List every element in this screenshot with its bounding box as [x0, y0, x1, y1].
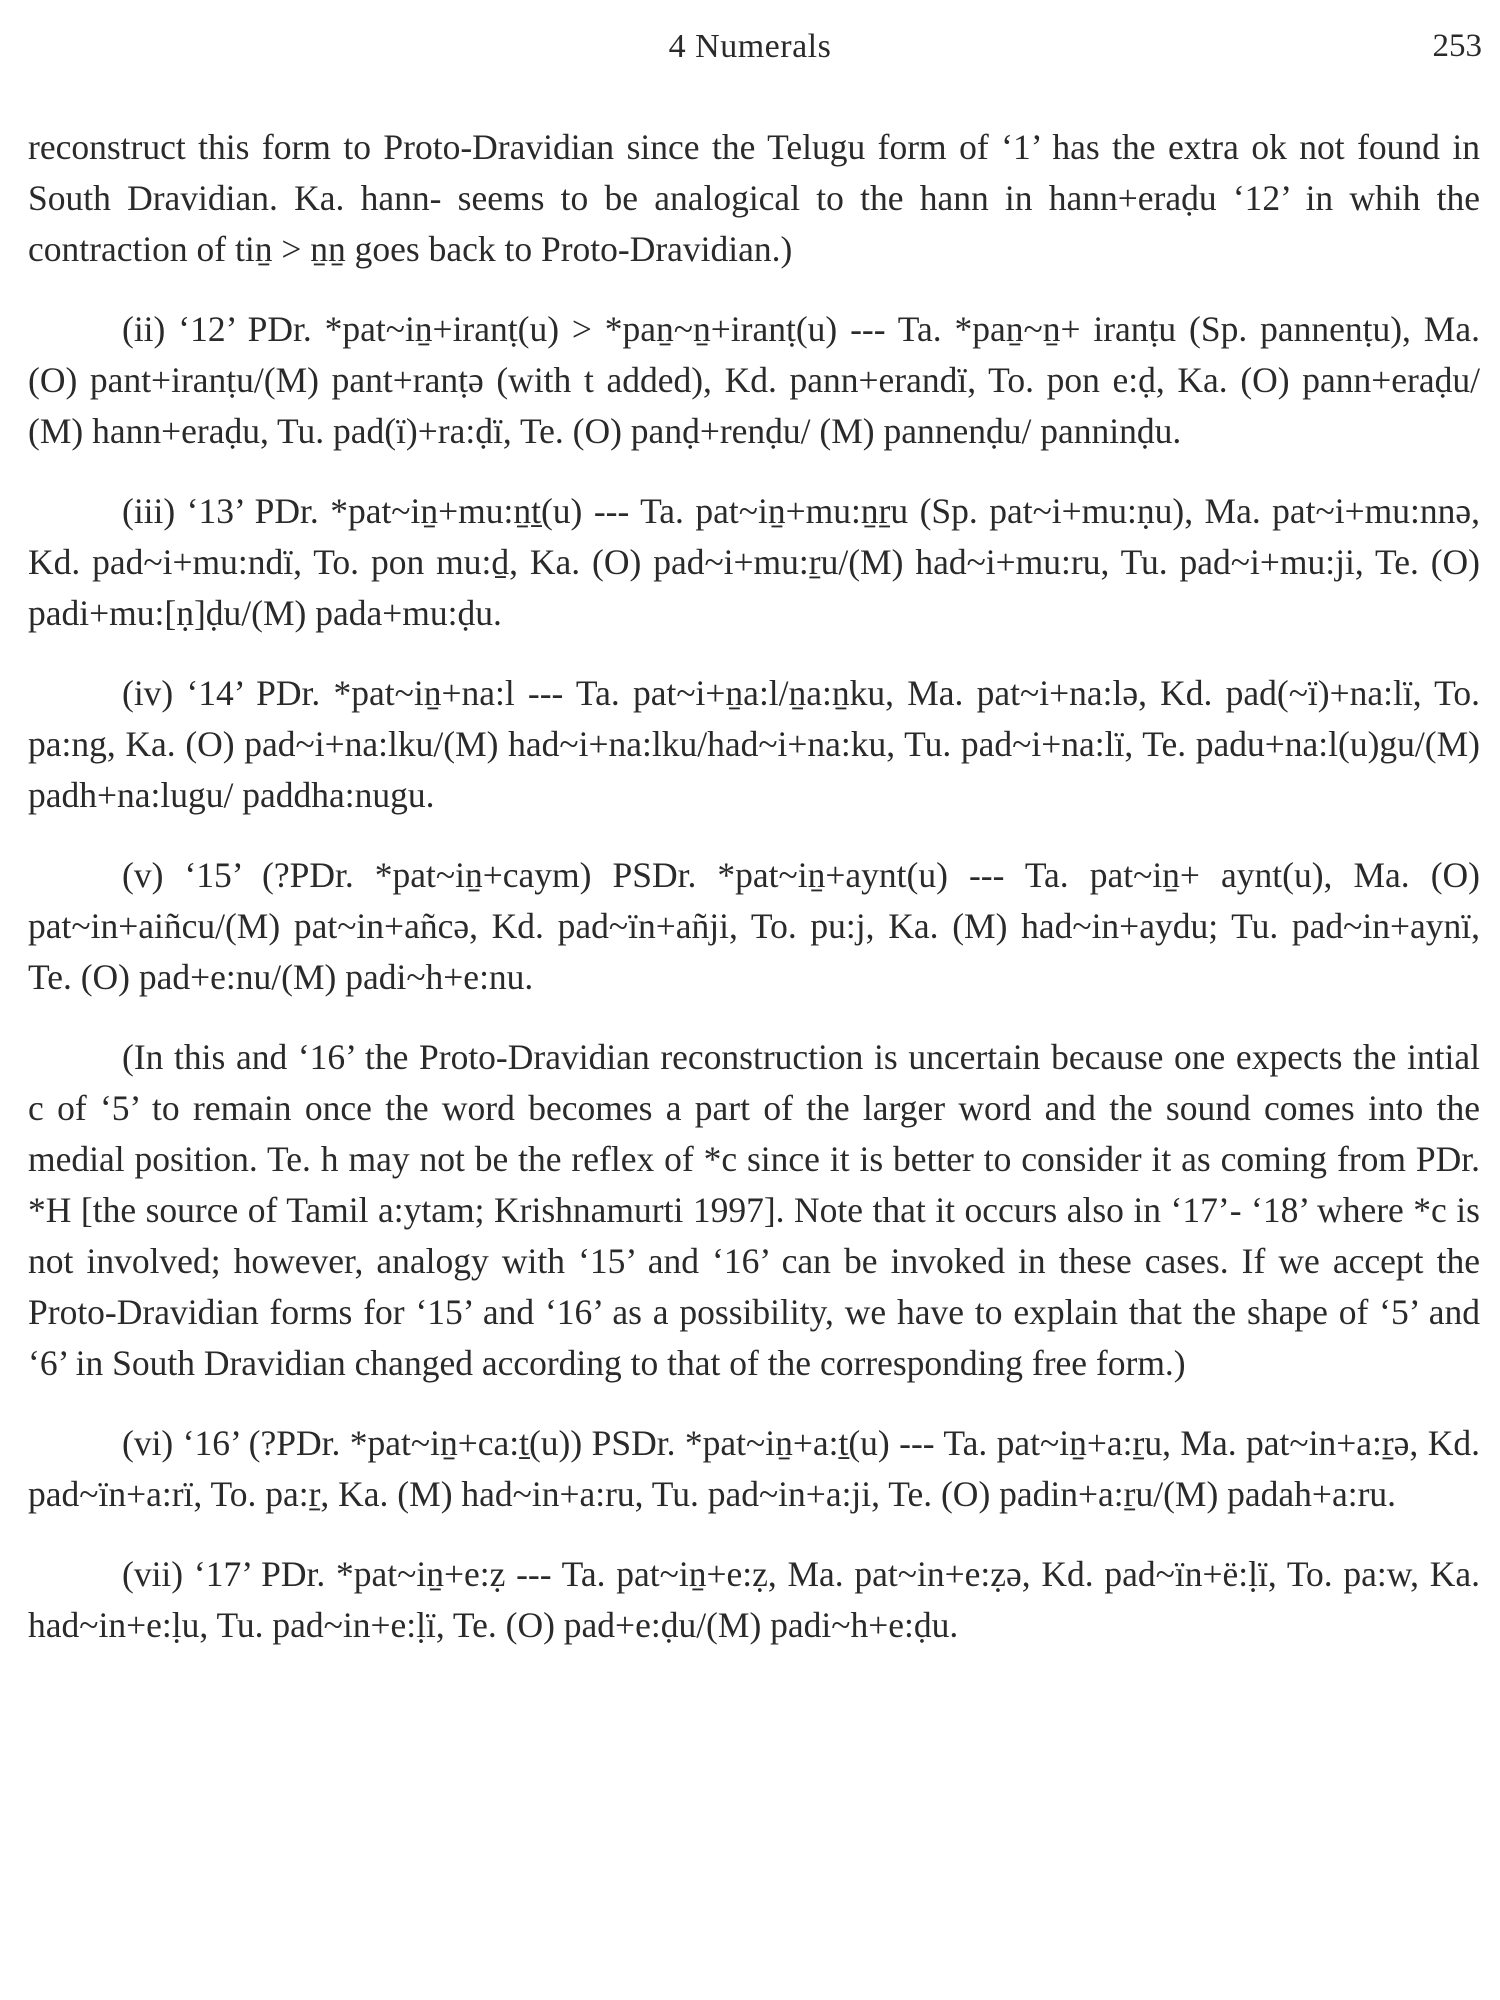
paragraph-note: (In this and ‘16’ the Proto-Dravidian reconstruction is uncertain because one expects the intial c of ‘5’ to remain once the word becomes a part of the larger word and the sound comes into the medial position. Te. h may not be the reflex of *c since it is better to consider it as coming from PDr. *H [the source of Tamil a:ytam; Krishnamurti 1997]. Note that it occurs also in ‘17’- ‘18’ where *c is not involved; however, analogy with ‘15’ and ‘16’ can be invoked in these cases. If we accept the Proto-Dravidian forms for ‘15’ and ‘16’ as a possibility, we have to explain that the shape of ‘5’ and ‘6’ in South Dravidian changed according to that of the corresponding free form.) [28, 1037, 1480, 1383]
paragraph-continuation: reconstruct this form to Proto-Dravidian since the Telugu form of ‘1’ has the extra ok not found in South Dravidian. Ka. hann- seems to be analogical to the hann in hann+eraḍu ‘12’ in whih the contraction of tiṉ > ṉṉ goes back to Proto-Dravidian.) [28, 127, 1480, 269]
paragraph-14: (iv) ‘14’ PDr. *pat~iṉ+na:l --- Ta. pat~i+ṉa:l/ṉa:ṉku, Ma. pat~i+na:lə, Kd. pad(~ï)+na:lï, To. pa:ng, Ka. (O) pad~i+na:lku/(M) had~i+na:lku/had~i+na:ku, Tu. pad~i+na:lï, Te. padu+na:l(u)gu/(M) padh+na:lugu/ paddha:nugu. [28, 673, 1480, 815]
paragraph-16: (vi) ‘16’ (?PDr. *pat~iṉ+ca:ṯ(u)) PSDr. *pat~iṉ+a:ṯ(u) --- Ta. pat~iṉ+a:ṟu, Ma. pat~in+a:ṟə, Kd. pad~ïn+a:rï, To. pa:ṟ, Ka. (M) had~in+a:ru, Tu. pad~in+a:ji, Te. (O) padin+a:ṟu/(M) padah+a:ru. [28, 1423, 1480, 1514]
paragraph-12: (ii) ‘12’ PDr. *pat~iṉ+iranṭ(u) > *paṉ~ṉ+iranṭ(u) --- Ta. *paṉ~ṉ+ iranṭu (Sp. pannenṭu), Ma. (O) pant+iranṭu/(M) pant+ranṭə (with t added), Kd. pann+erandï, To. pon e:ḍ, Ka. (O) pann+eraḍu/ (M) hann+eraḍu, Tu. pad(ï)+ra:ḍï, Te. (O) panḍ+renḍu/ (M) pannenḍu/ panninḍu. [28, 309, 1480, 451]
running-head [0, 28, 1500, 72]
body-text [28, 122, 1480, 1651]
chapter-title: 4 Numerals [668, 28, 832, 65]
paragraph-17: (vii) ‘17’ PDr. *pat~iṉ+e:ẓ --- Ta. pat~iṉ+e:ẓ, Ma. pat~in+e:ẓə, Kd. pad~ïn+ë:ḷï, To. pa:w, Ka. had~in+e:ḷu, Tu. pad~in+e:ḷï, Te. (O) pad+e:ḍu/(M) padi~h+e:ḍu. [28, 1554, 1480, 1645]
paragraph-13: (iii) ‘13’ PDr. *pat~iṉ+mu:ṉṯ(u) --- Ta. pat~iṉ+mu:ṉṟu (Sp. pat~i+mu:ṇu), Ma. pat~i+mu:nnə, Kd. pad~i+mu:ndï, To. pon mu:ḏ, Ka. (O) pad~i+mu:ṟu/(M) had~i+mu:ru, Tu. pad~i+mu:ji, Te. (O) padi+mu:[ṇ]ḍu/(M) pada+mu:ḍu. [28, 491, 1480, 633]
page-number: 253 [1432, 28, 1482, 64]
paragraph-15: (v) ‘15’ (?PDr. *pat~iṉ+caym) PSDr. *pat~iṉ+aynt(u) --- Ta. pat~iṉ+ aynt(u), Ma. (O) pat~in+aiñcu/(M) pat~in+añcə, Kd. pad~ïn+añji, To. pu:j, Ka. (M) had~in+aydu; Tu. pad~in+aynï, Te. (O) pad+e:nu/(M) padi~h+e:nu. [28, 855, 1480, 997]
